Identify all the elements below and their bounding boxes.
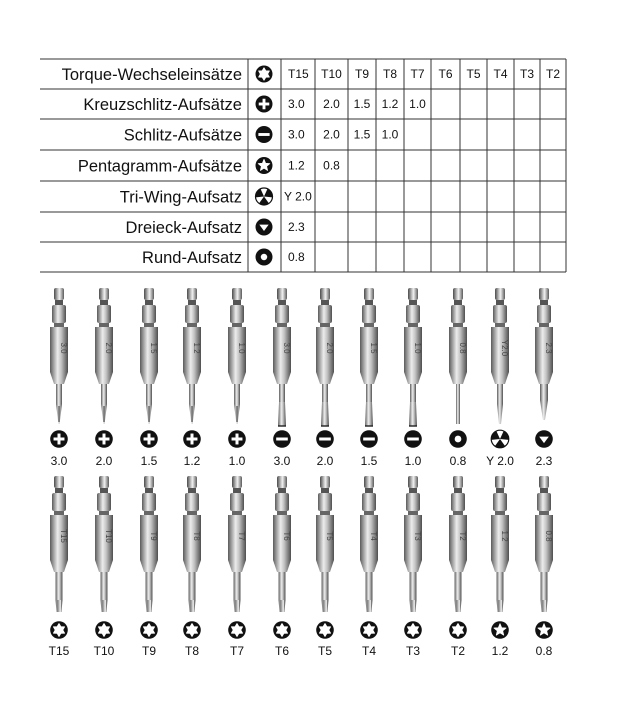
bit-size-label: 2.0 xyxy=(95,454,113,468)
engraved-size: 3.0 xyxy=(59,342,68,354)
bit-size-label: T4 xyxy=(361,644,377,658)
triangle-icon xyxy=(535,430,553,448)
screwdriver-bit xyxy=(316,288,334,426)
screwdriver-bit xyxy=(360,288,378,426)
screwdriver-bit xyxy=(491,476,509,612)
row-label: Schlitz-Aufsätze xyxy=(123,126,242,145)
bit-size-label: Y 2.0 xyxy=(486,454,514,468)
screwdriver-bit xyxy=(360,476,378,612)
torx-icon xyxy=(50,621,68,639)
bit-size-label: T9 xyxy=(141,644,157,658)
table-cell: T3 xyxy=(519,67,535,81)
screwdriver-bit xyxy=(183,288,201,424)
torx-icon xyxy=(95,621,113,639)
screwdriver-bit xyxy=(535,288,553,420)
bit-size-label: T6 xyxy=(274,644,290,658)
engraved-size: 1.5 xyxy=(149,342,158,354)
torx-icon xyxy=(316,621,334,639)
phillips-icon xyxy=(183,430,201,448)
table-cell: Y 2.0 xyxy=(284,189,312,204)
bit-size-label: 2.3 xyxy=(535,454,553,468)
slotted-icon xyxy=(404,430,422,448)
table-cell: T10 xyxy=(321,67,342,81)
engraved-size: 1.5 xyxy=(369,342,378,354)
torx-icon xyxy=(360,621,378,639)
bit-size-label: T10 xyxy=(93,644,115,658)
table-cell: T6 xyxy=(438,67,453,81)
bit-size-label: 0.8 xyxy=(449,454,467,468)
screwdriver-bit xyxy=(140,476,158,612)
bit-size-label: 1.5 xyxy=(360,454,378,468)
table-cell: T15 xyxy=(288,67,309,81)
engraved-size: 2.3 xyxy=(544,342,553,354)
screwdriver-bit xyxy=(183,476,201,612)
bit-size-label: 2.0 xyxy=(316,454,334,468)
round-icon xyxy=(449,430,467,448)
engraved-size: T15 xyxy=(59,529,68,543)
torx-icon xyxy=(449,621,467,639)
engraved-size: 1.2 xyxy=(192,342,201,354)
bit-size-label: 3.0 xyxy=(273,454,291,468)
screwdriver-bit xyxy=(449,476,467,612)
table-cell: T8 xyxy=(382,67,398,81)
engraved-size: T9 xyxy=(149,531,158,541)
engraved-size: 1.0 xyxy=(237,342,246,354)
table-cell: 1.5 xyxy=(353,97,371,111)
phillips-icon xyxy=(228,430,246,448)
row-label: Torque-Wechseleinsätze xyxy=(61,66,242,84)
screwdriver-bit xyxy=(273,288,291,426)
phillips-icon xyxy=(95,430,113,448)
screwdriver-bit xyxy=(491,288,509,424)
bit-size-label: T5 xyxy=(317,644,333,658)
screwdriver-bit xyxy=(228,288,246,424)
bit-size-label: T2 xyxy=(450,644,466,658)
torx-icon xyxy=(183,621,201,639)
table-cell: 1.5 xyxy=(353,127,371,142)
engraved-size: T8 xyxy=(192,531,201,541)
screwdriver-bit xyxy=(50,476,68,612)
pentalobe-icon xyxy=(491,621,509,639)
phillips-icon xyxy=(140,430,158,448)
table-cell: T7 xyxy=(410,67,425,81)
bit-size-label: 1.2 xyxy=(183,454,201,468)
engraved-size: T7 xyxy=(237,531,246,541)
table-cell: 1.0 xyxy=(409,97,426,111)
slotted-icon xyxy=(316,430,334,448)
row-label: Rund-Aufsatz xyxy=(142,249,242,267)
bit-size-label: 1.2 xyxy=(491,644,509,658)
torx-icon xyxy=(140,621,158,639)
table-cell: 3.0 xyxy=(288,127,305,142)
table-cell: T9 xyxy=(354,67,370,81)
row-label: Pentagramm-Aufsätze xyxy=(77,157,242,176)
bit-size-label: T3 xyxy=(405,644,421,658)
torx-icon xyxy=(273,621,291,639)
table-cell: 1.0 xyxy=(381,127,399,142)
bit-size-label: 1.5 xyxy=(140,454,158,468)
pentalobe-icon xyxy=(535,621,553,639)
screwdriver-bit xyxy=(95,476,113,612)
slotted-icon xyxy=(360,430,378,448)
table-cell: 2.3 xyxy=(288,220,305,234)
engraved-size: Y2.0 xyxy=(500,339,509,357)
torx-icon xyxy=(404,621,422,639)
engraved-size: 1.0 xyxy=(413,342,422,354)
table-cell: 3.0 xyxy=(288,97,305,111)
engraved-size: T5 xyxy=(325,531,334,541)
engraved-size: 0.8 xyxy=(458,342,467,354)
bit-size-label: 1.0 xyxy=(404,454,422,468)
bit-size-label: 0.8 xyxy=(535,644,553,658)
row-label: Dreieck-Aufsatz xyxy=(125,219,242,237)
phillips-icon xyxy=(50,430,68,448)
screwdriver-bit xyxy=(535,476,553,612)
bit-size-label: 1.0 xyxy=(228,454,246,468)
screwdriver-bit xyxy=(316,476,334,612)
table-cell: 1.2 xyxy=(381,97,399,111)
screwdriver-bit xyxy=(228,476,246,612)
engraved-size: 2.0 xyxy=(325,342,334,354)
screwdriver-bit xyxy=(50,288,68,424)
table-cell: 0.8 xyxy=(323,158,340,173)
torx-icon xyxy=(228,621,246,639)
bit-size-label: 3.0 xyxy=(50,454,68,468)
table-cell: 1.2 xyxy=(288,158,305,173)
screwdriver-bit xyxy=(404,288,422,426)
table-cell: T4 xyxy=(493,67,508,81)
table-cell: T5 xyxy=(466,67,481,81)
row-label: Tri-Wing-Aufsatz xyxy=(119,188,242,207)
screwdriver-bit xyxy=(140,288,158,424)
row-label: Kreuzschlitz-Aufsätze xyxy=(83,96,242,114)
engraved-size: 3.0 xyxy=(282,342,291,354)
bit-size-label: T15 xyxy=(48,644,70,658)
engraved-size: 0.8 xyxy=(544,530,553,542)
table-cell: 0.8 xyxy=(288,250,305,264)
table-cell: T2 xyxy=(545,67,561,81)
engraved-size: T6 xyxy=(282,531,291,541)
bit-size-label: T7 xyxy=(229,644,245,658)
screwdriver-bit xyxy=(273,476,291,612)
table-cell: 2.0 xyxy=(323,127,340,142)
engraved-size: T3 xyxy=(413,531,422,541)
engraved-size: T10 xyxy=(104,529,113,543)
engraved-size: 2.0 xyxy=(104,342,113,354)
engraved-size: T4 xyxy=(369,531,378,541)
slotted-icon xyxy=(273,430,291,448)
engraved-size: T2 xyxy=(458,531,467,541)
screwdriver-bit xyxy=(95,288,113,424)
bit-size-label: T8 xyxy=(184,644,200,658)
table-cell: 2.0 xyxy=(323,97,340,111)
tri-wing-icon xyxy=(491,430,509,448)
screwdriver-bit xyxy=(404,476,422,612)
engraved-size: 1.2 xyxy=(500,530,509,542)
screwdriver-bit xyxy=(449,288,467,424)
